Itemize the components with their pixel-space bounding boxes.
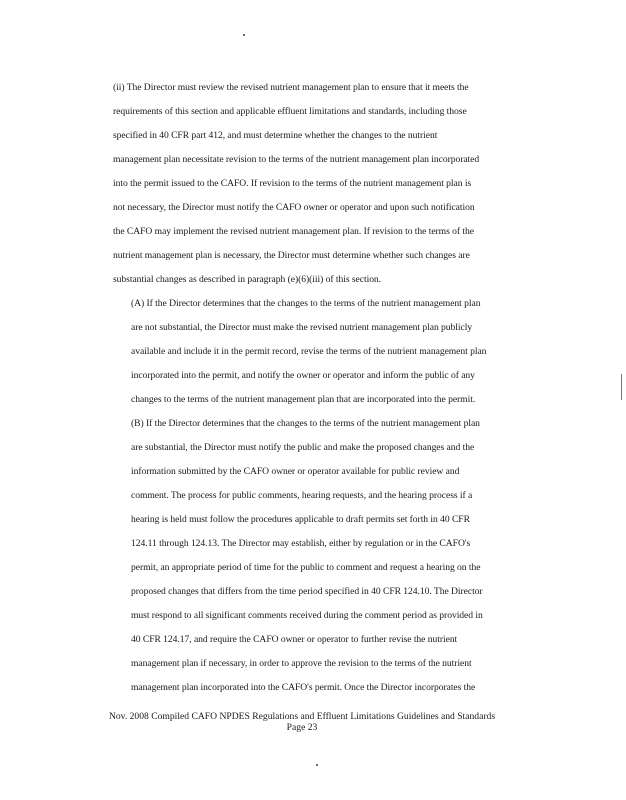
- paragraph-b-line: management plan if necessary, in order to approve the revision to the terms of the nutrient: [131, 658, 472, 669]
- paragraph-b-line: comment. The process for public comments, hearing requests, and the hearing process if a: [131, 490, 473, 501]
- scan-speck-top: [243, 34, 245, 36]
- paragraph-ii-line: not necessary, the Director must notify the CAFO owner or operator and upon such notification: [113, 202, 475, 213]
- paragraph-a-line: (A) If the Director determines that the changes to the terms of the nutrient management plan: [131, 298, 481, 309]
- paragraph-b-line: (B) If the Director determines that the changes to the terms of the nutrient management plan: [131, 418, 480, 429]
- paragraph-ii-line: substantial changes as described in paragraph (e)(6)(iii) of this section.: [113, 274, 382, 285]
- paragraph-a-line: are not substantial, the Director must make the revised nutrient management plan publicly: [131, 322, 473, 333]
- paragraph-ii-line: requirements of this section and applicable effluent limitations and standards, including those: [113, 106, 467, 117]
- paragraph-ii-line: nutrient management plan is necessary, the Director must determine whether such changes are: [113, 250, 470, 261]
- paragraph-b-line: hearing is held must follow the procedures applicable to draft permits set forth in 40 CFR: [131, 514, 470, 525]
- paragraph-a-line: incorporated into the permit, and notify the owner or operator and inform the public of any: [131, 370, 475, 381]
- paragraph-b-line: proposed changes that differs from the time period specified in 40 CFR 124.10. The Director: [131, 586, 483, 597]
- paragraph-a-line: changes to the terms of the nutrient management plan that are incorporated into the permit.: [131, 394, 476, 405]
- paragraph-b-line: management plan incorporated into the CAFO's permit. Once the Director incorporates the: [131, 682, 476, 693]
- paragraph-ii-line: the CAFO may implement the revised nutrient management plan. If revision to the terms of the: [113, 226, 474, 237]
- paragraph-b-line: 124.11 through 124.13. The Director may establish, either by regulation or in the CAFO's: [131, 538, 471, 549]
- paragraph-ii-line: (ii) The Director must review the revised nutrient management plan to ensure that it meets the: [113, 82, 469, 93]
- paragraph-ii-line: management plan necessitate revision to the terms of the nutrient management plan incorporated: [113, 154, 480, 165]
- paragraph-b-line: must respond to all significant comments received during the comment period as provided in: [131, 610, 483, 621]
- paragraph-ii-line: specified in 40 CFR part 412, and must determine whether the changes to the nutrient: [113, 130, 438, 141]
- footer-title: Nov. 2008 Compiled CAFO NPDES Regulations and Effluent Limitations Guidelines and Standards: [108, 711, 496, 722]
- scan-edge-mark: [621, 374, 622, 400]
- paragraph-b-line: 40 CFR 124.17, and require the CAFO owner or operator to further revise the nutrient: [131, 634, 458, 645]
- paragraph-b-line: are substantial, the Director must notify the public and make the proposed changes and the: [131, 442, 475, 453]
- footer-page-number: Page 23: [286, 722, 318, 733]
- paragraph-a-line: available and include it in the permit record, revise the terms of the nutrient management plan: [131, 346, 487, 357]
- paragraph-b-line: permit, an appropriate period of time for the public to comment and request a hearing on the: [131, 562, 481, 573]
- paragraph-b-line: information submitted by the CAFO owner or operator available for public review and: [131, 466, 460, 477]
- scan-speck-bottom: [316, 764, 318, 766]
- paragraph-ii-line: into the permit issued to the CAFO. If revision to the terms of the nutrient management plan is: [113, 178, 472, 189]
